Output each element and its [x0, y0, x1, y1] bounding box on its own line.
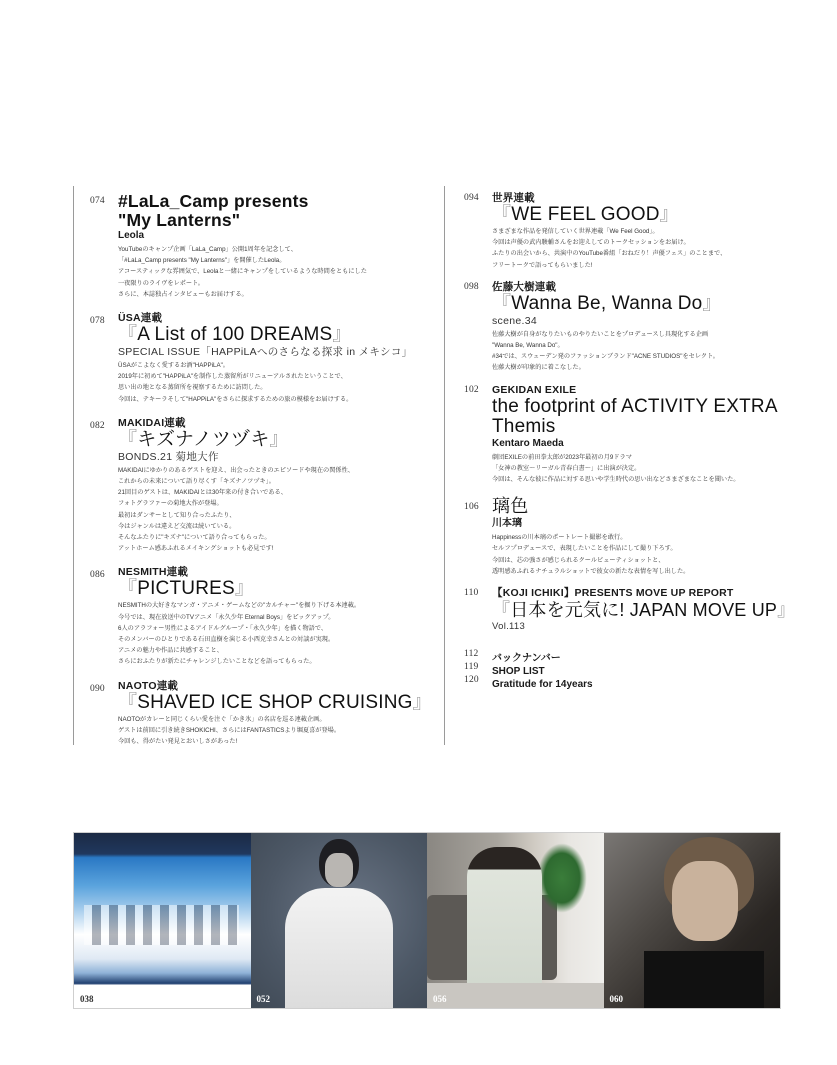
title-text: A List of 100 DREAMS — [137, 324, 333, 346]
title-text: キズナノツヅキ — [137, 428, 270, 450]
entry-subtitle: Vol.113 — [492, 621, 526, 633]
toc-left-column — [74, 192, 442, 747]
toc-entry-112[interactable] — [448, 648, 828, 665]
entry-title — [118, 192, 442, 229]
desc-line: 一夜限りのライヴをレポート。 — [118, 279, 204, 287]
desc-line: フリートークで語ってもらいました! — [492, 261, 593, 269]
entry-label: Gratitude for 14years — [492, 679, 593, 691]
page-number: 086 — [90, 570, 105, 581]
entry-title — [118, 693, 442, 713]
title-line: #LaLa_Camp presents — [118, 191, 309, 211]
title-line: the footprint of ACTIVITY EXTRA — [492, 395, 778, 417]
page-number: 090 — [90, 683, 105, 694]
toc-entry-074[interactable] — [74, 192, 442, 300]
toc-entry-086[interactable] — [74, 566, 442, 667]
desc-line: 今回は、そんな彼に作品に対する思いや学生時代の思い出などさまざまなことを聞いた。 — [492, 476, 740, 484]
plant — [537, 843, 587, 913]
desc-line: 今回は、テキーラそして"HAPPiLA"をさらに探求するための旅の模様をお届けする。 — [118, 395, 353, 403]
entry-subtitle: SPECIAL ISSUE「HAPPiLAへのさらなる探求 in メキシコ」 — [118, 346, 413, 359]
close-bracket: 』 — [412, 691, 432, 713]
close-bracket: 』 — [269, 428, 289, 450]
desc-line: Happinessの川本璃のポートレート撮影を敢行。 — [492, 534, 627, 542]
entry-author: Leola — [118, 230, 145, 241]
title-text: SHAVED ICE SHOP CRUISING — [137, 691, 413, 713]
desc-line: #34では、スウェーデン発のファッションブランド"ACNE STUDIOS"をセレクト。 — [492, 353, 719, 361]
entry-title — [492, 397, 828, 437]
toc-entry-119[interactable] — [448, 661, 828, 678]
desc-line: そんなふたりに"キズナ"について語り合ってもらった。 — [118, 534, 271, 542]
desc-line: 透明感あふれるナチュラルショットで彼女の新たな表情を写し出した。 — [492, 567, 690, 575]
open-bracket: 『 — [118, 428, 138, 450]
center-divider-line — [444, 186, 445, 745]
entry-author: Kentaro Maeda — [492, 437, 564, 449]
open-bracket: 『 — [118, 691, 138, 713]
entry-author: 川本璃 — [492, 518, 522, 530]
series-label: 佐藤大樹連載 — [492, 280, 557, 293]
entry-title — [492, 600, 828, 620]
page-number: 112 — [464, 649, 479, 660]
desc-line: セルフプロデュースで、表現したいことを作品にして撮り下ろす。 — [492, 545, 677, 553]
series-label: NAOTO連載 — [118, 679, 179, 692]
title-text: 日本を元気に! JAPAN MOVE UP — [510, 600, 778, 621]
desc-line: 劇団EXILEの前田拳太郎が2023年最初の月9ドラマ — [492, 453, 632, 461]
desc-line: ふたりの出会いから、共演中のYouTube番組「おねだり！声優フェス」のことまで、 — [492, 250, 727, 258]
desc-line: フォトグラファーの菊地大作が登場。 — [118, 500, 223, 508]
entry-description — [118, 714, 442, 748]
entry-description — [492, 452, 828, 486]
entry-title — [118, 430, 442, 450]
page-number: 060 — [609, 994, 623, 1004]
page-number: 082 — [90, 420, 105, 431]
close-bracket: 』 — [234, 578, 255, 600]
page-number: 078 — [90, 316, 105, 327]
toc-right-column — [448, 192, 828, 691]
desc-line: 今回は声優の武内駿輔さんをお迎えしてのトークセッションをお届け。 — [492, 239, 690, 247]
photo-052[interactable] — [251, 833, 428, 1008]
entry-description — [118, 244, 442, 300]
entry-description — [492, 532, 828, 577]
series-label: MAKIDAI連載 — [118, 416, 186, 429]
portrait-face — [325, 853, 353, 887]
entry-description — [492, 226, 828, 271]
page-number: 052 — [256, 994, 270, 1004]
desc-line: MAKIDAIにゆかりのあるゲストを迎え、出会ったときのエピソードや現在の関係性、 — [118, 466, 354, 474]
page-number: 094 — [464, 193, 479, 203]
entry-description — [492, 329, 828, 374]
desc-line: 今号では、現在放送中のTVアニメ「永久少年 Eternal Boys」をピックアップ。 — [118, 613, 335, 621]
title-line: Themis — [492, 415, 556, 437]
open-bracket: 『 — [118, 578, 138, 600]
desc-line: さまざまな作品を発信していく世界連載「We Feel Good」。 — [492, 228, 659, 235]
desc-line: 「#LaLa_Camp presents "My Lanterns"」を開催したLeola。 — [118, 257, 286, 265]
desc-line: さらにおふたりが新たにチャレンジしたいことなどを語ってもらった。 — [118, 658, 316, 666]
toc-entry-120[interactable] — [448, 674, 828, 691]
photo-056[interactable] — [427, 833, 604, 1008]
desc-line: そのメンバーのひとりである石田直樹を演じる小西克幸さんとの対談が実現。 — [118, 636, 335, 644]
performers-silhouette — [84, 905, 239, 945]
title-line: "My Lanterns" — [118, 209, 241, 230]
desc-line: 今回も、得がたい発見とおいしさがあった! — [118, 738, 238, 746]
open-bracket: 『 — [492, 292, 512, 314]
entry-title — [118, 325, 442, 345]
open-bracket: 『 — [492, 600, 511, 621]
entry-label: バックナンバー — [492, 653, 561, 665]
series-label: GEKIDAN EXILE — [492, 383, 577, 396]
series-label: ÜSA連載 — [118, 312, 163, 325]
entry-title: 璃色 — [492, 496, 529, 517]
page-number: 056 — [433, 994, 447, 1004]
desc-line: 21回目のゲストは、MAKIDAIとは30年来の付き合いである、 — [118, 489, 287, 497]
series-label: 【KOJI ICHIKI】PRESENTS MOVE UP REPORT — [492, 587, 734, 600]
desc-line: 6人のアラフォー男性によるアイドルグループ・「永久少年」を描く物語で、 — [118, 624, 328, 632]
page-number: 074 — [90, 196, 105, 206]
close-bracket: 』 — [332, 324, 352, 346]
close-bracket: 』 — [702, 292, 722, 314]
toc-entry-106[interactable] — [448, 495, 828, 577]
desc-line: アニメの魅力や作品に共感すること、 — [118, 647, 223, 655]
page-number: 110 — [464, 588, 479, 599]
desc-line: 佐藤大樹が自身がなりたいものやりたいことをプロデュースし具現化する企画 — [492, 330, 709, 338]
desc-line: 思い出の地となる蒸留所を視察するために訪問した。 — [118, 384, 267, 392]
desc-line: 今回は、芯の強さが感じられるクールビューティショットと、 — [492, 556, 665, 564]
desc-line: ÜSAがこよなく愛するお酒"HAPPiLA"。 — [118, 362, 229, 370]
close-bracket: 』 — [777, 600, 796, 621]
entry-description — [118, 360, 442, 405]
title-text: WE FEEL GOOD — [511, 204, 660, 225]
desc-line: これからの未来について語り尽くす「キズナノツヅキ」。 — [118, 478, 275, 486]
page-number: 119 — [464, 662, 479, 673]
open-bracket: 『 — [118, 324, 138, 346]
photo-strip — [73, 832, 781, 1009]
page-number: 102 — [464, 384, 479, 395]
portrait-face — [672, 861, 738, 941]
entry-label: SHOP LIST — [492, 666, 545, 678]
floor — [427, 983, 604, 1008]
desc-line: NESMITHの大好きなマンガ・アニメ・ゲームなどの"カルチャー"を掘り下げる本連載。 — [118, 602, 361, 610]
close-bracket: 』 — [659, 204, 679, 225]
desc-line: アットホーム感あふれるメイキングショットも必見です! — [118, 545, 274, 553]
toc-entry-098[interactable] — [448, 281, 828, 374]
desc-line: ゲストは前回に引き続きSHOKICHI、さらにはFANTASTICSより堀夏喜が登場。 — [118, 726, 341, 734]
toc-entry-110[interactable] — [448, 587, 828, 634]
toc-entry-082[interactable] — [74, 417, 442, 555]
entry-title — [118, 579, 442, 599]
entry-description — [118, 465, 442, 555]
desc-line: NAOTOがカレーと同じくらい愛を注ぐ「かき氷」の名店を巡る連載企画。 — [118, 715, 326, 723]
toc-entry-078[interactable] — [74, 312, 442, 405]
entry-title — [492, 294, 828, 314]
entry-subtitle: scene.34 — [492, 314, 538, 327]
title-text: PICTURES — [137, 578, 235, 600]
toc-entry-094[interactable] — [448, 192, 828, 271]
desc-line: "Wanna Be, Wanna Do"。 — [492, 342, 564, 350]
desc-line: YouTubeのキャンプ企画「LaLa_Camp」公開1周年を記念して、 — [118, 246, 297, 253]
entry-description — [118, 600, 442, 667]
desc-line: 今はジャンルは違えど交流は続いている。 — [118, 522, 236, 530]
desc-line: 佐藤大樹が印象的に着こなした。 — [492, 364, 585, 372]
tank-top — [644, 951, 764, 1008]
desc-line: アコースティックな雰囲気で、Leolaと一緒にキャンプをしているような時間をともにした — [118, 268, 367, 276]
page-number: 038 — [80, 994, 94, 1004]
page-number: 098 — [464, 281, 479, 292]
entry-title — [492, 205, 828, 225]
page-number: 106 — [464, 502, 479, 513]
photo-038[interactable] — [74, 833, 251, 1008]
open-bracket: 『 — [492, 204, 512, 225]
portrait-shirt — [285, 888, 393, 1008]
desc-line: 最初はダンサーとして知り合ったふたり、 — [118, 511, 236, 519]
desc-line: 「女神の教室〜リーガル青春白書〜」に出演が決定。 — [492, 464, 641, 472]
desc-line: さらに、本誌独占インタビューもお届けする。 — [118, 290, 248, 298]
entry-subtitle: BONDS.21 菊地大作 — [118, 450, 219, 463]
page-number: 120 — [464, 675, 479, 686]
toc-entry-090[interactable] — [74, 680, 442, 748]
toc-entry-102[interactable] — [448, 384, 828, 486]
desc-line: 2019年に初めて"HAPPiLA"を制作した蒸留所がリニューアルされたということで、 — [118, 373, 347, 381]
photo-060[interactable] — [604, 833, 781, 1008]
title-text: Wanna Be, Wanna Do — [511, 292, 703, 314]
series-label: NESMITH連載 — [118, 566, 189, 579]
series-label: 世界連載 — [492, 192, 535, 204]
